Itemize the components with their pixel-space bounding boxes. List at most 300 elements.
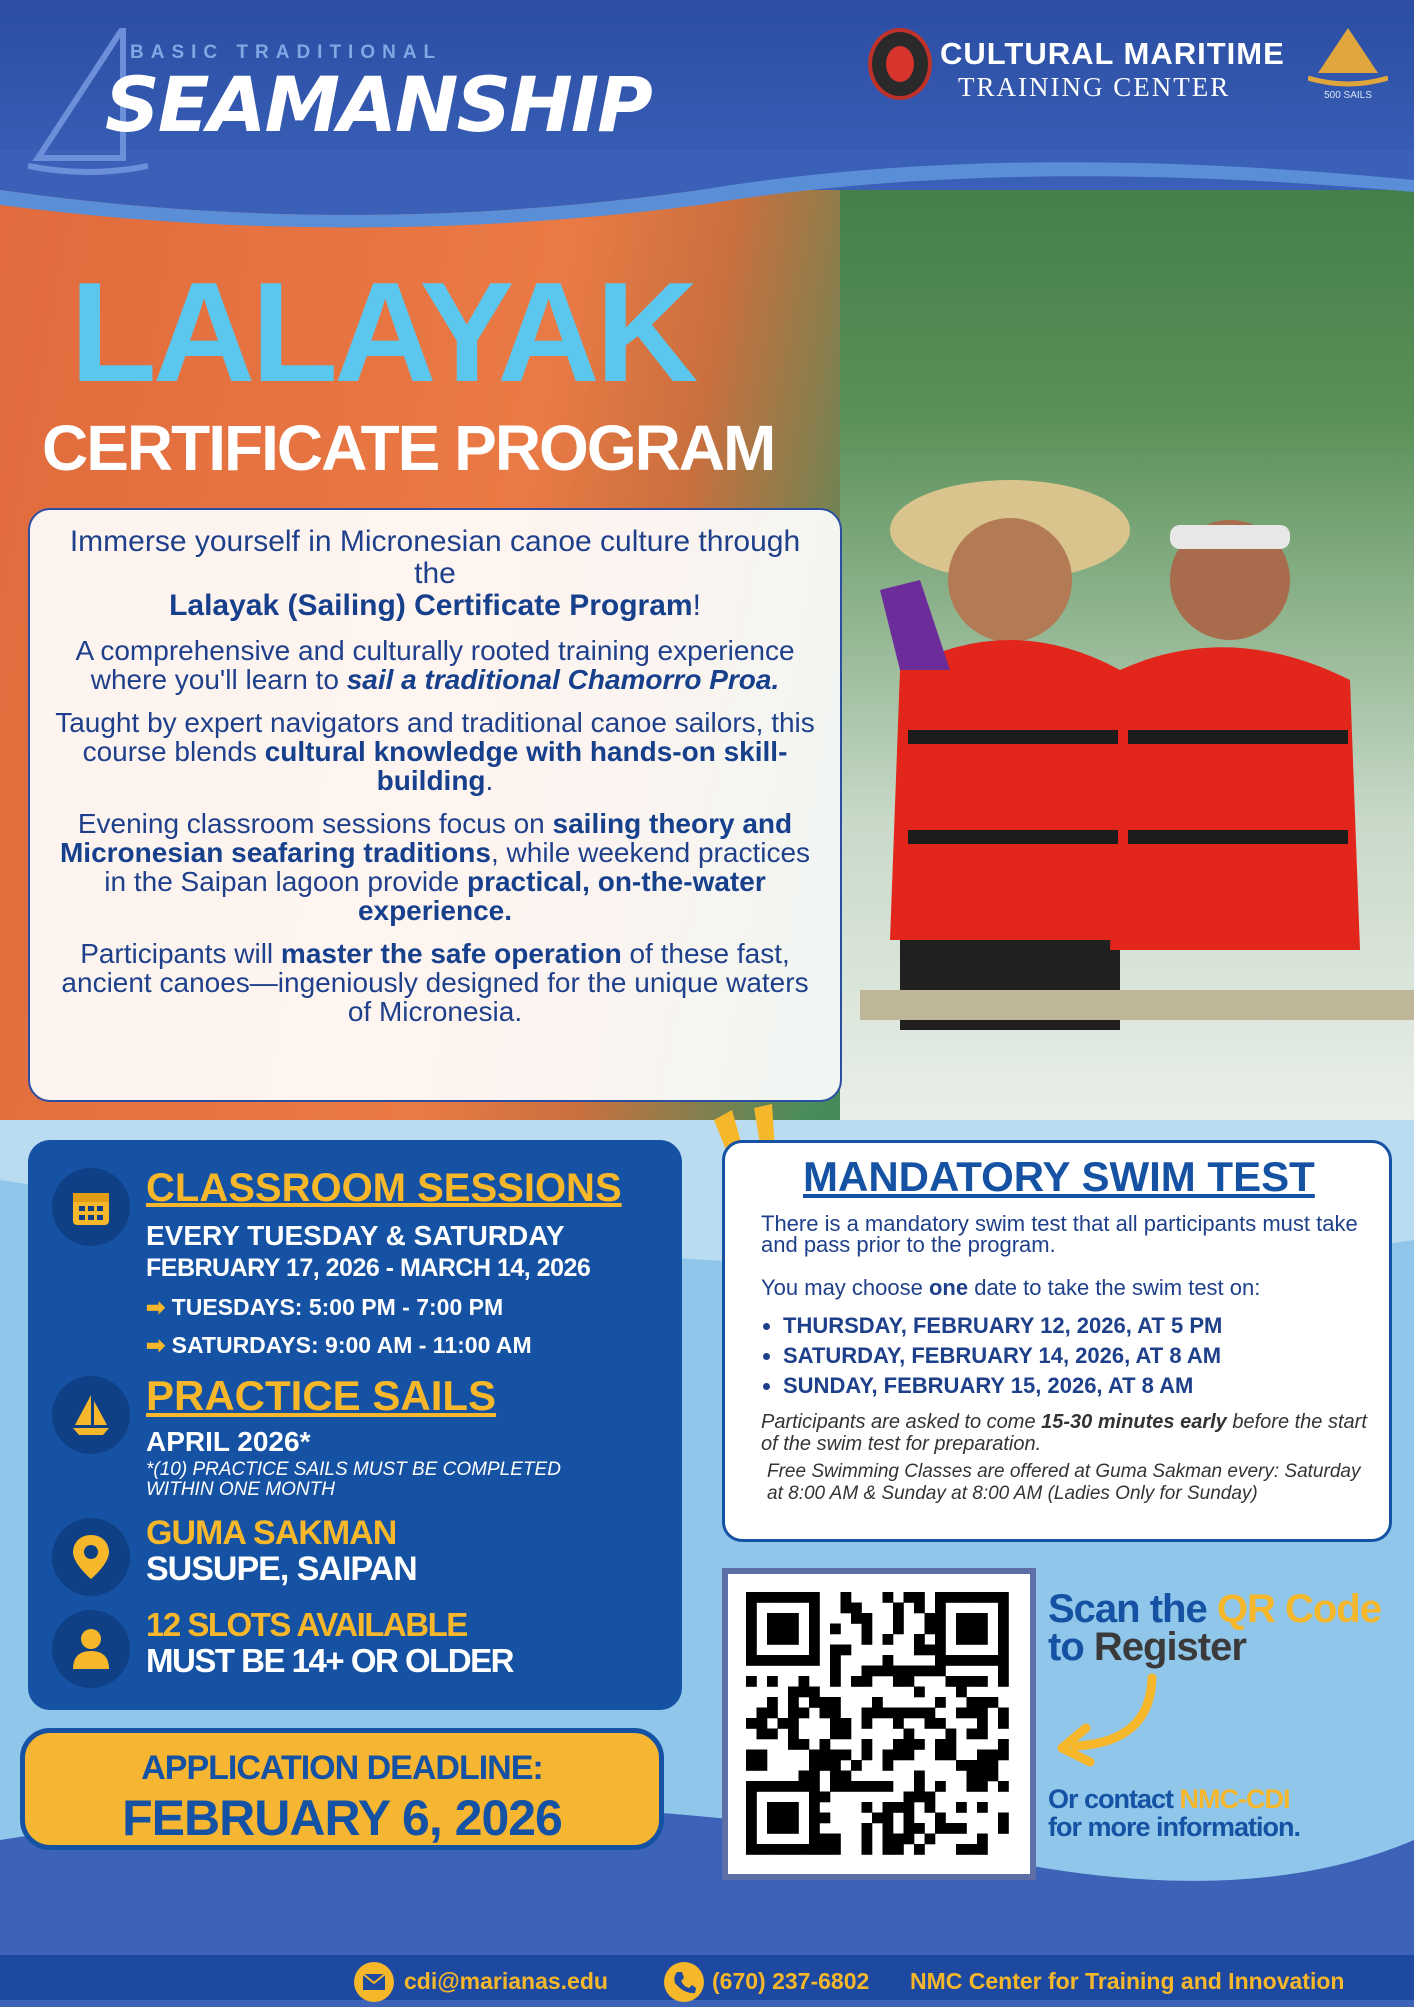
qr-module — [788, 1813, 799, 1824]
qr-module — [914, 1592, 925, 1603]
qr-module — [956, 1844, 967, 1855]
swim-intro: There is a mandatory swim test that all participants must take and pass prior to the program. — [761, 1211, 1358, 1257]
register-qr-code[interactable] — [722, 1568, 1036, 1880]
qr-module — [788, 1718, 799, 1729]
qr-module — [841, 1771, 852, 1782]
qr-module — [746, 1802, 757, 1813]
qr-module — [956, 1655, 967, 1666]
qr-module — [830, 1624, 841, 1635]
qr-module — [746, 1823, 757, 1834]
qr-module — [935, 1624, 946, 1635]
qr-module — [977, 1613, 988, 1624]
qr-module — [977, 1771, 988, 1782]
qr-module — [820, 1697, 831, 1708]
qr-module — [767, 1823, 778, 1834]
slots-count: 12 SLOTS AVAILABLE — [146, 1606, 467, 1643]
desc-p2: A comprehensive and culturally rooted training experience where you'll learn to — [75, 635, 795, 695]
qr-module — [977, 1592, 988, 1603]
footer-phone[interactable]: (670) 237-6802 — [712, 1968, 870, 1994]
qr-module — [830, 1645, 841, 1656]
qr-module — [977, 1844, 988, 1855]
qr-module — [862, 1781, 873, 1792]
qr-module — [956, 1592, 967, 1603]
qr-module — [914, 1781, 925, 1792]
qr-module — [809, 1645, 820, 1656]
qr-module — [998, 1813, 1009, 1824]
qr-module — [977, 1634, 988, 1645]
org-name-line2: TRAINING CENTER — [958, 72, 1231, 102]
qr-module — [809, 1613, 820, 1624]
qr-module — [767, 1844, 778, 1855]
qr-module — [967, 1697, 978, 1708]
qr-module — [746, 1676, 757, 1687]
qr-module — [851, 1781, 862, 1792]
qr-module — [830, 1666, 841, 1677]
swim-date: • SATURDAY, FEBRUARY 14, 2026, AT 8 AM — [783, 1341, 1222, 1371]
canoe-icon — [1308, 28, 1388, 100]
qr-module — [746, 1813, 757, 1824]
age-requirement: MUST BE 14+ OR OLDER — [146, 1642, 513, 1679]
qr-module — [788, 1802, 799, 1813]
qr-module — [820, 1813, 831, 1824]
qr-module — [851, 1613, 862, 1624]
qr-module — [967, 1708, 978, 1719]
classroom-days: EVERY TUESDAY & SATURDAY — [146, 1220, 565, 1251]
qr-module — [935, 1718, 946, 1729]
org-name-line1: CULTURAL MARITIME — [940, 36, 1285, 71]
qr-module — [746, 1655, 757, 1666]
qr-module — [830, 1718, 841, 1729]
qr-module — [914, 1687, 925, 1698]
qr-module — [893, 1624, 904, 1635]
qr-module — [799, 1739, 810, 1750]
qr-module — [788, 1634, 799, 1645]
qr-module — [746, 1844, 757, 1855]
qr-module — [925, 1792, 936, 1803]
qr-module — [757, 1750, 768, 1761]
qr-module — [830, 1655, 841, 1666]
qr-module — [851, 1676, 862, 1687]
qr-module — [904, 1834, 915, 1845]
qr-module — [809, 1781, 820, 1792]
qr-module — [998, 1624, 1009, 1635]
desc-safe-op: master the safe operation — [280, 938, 622, 969]
deadline-banner — [20, 1728, 664, 1850]
qr-module — [946, 1655, 957, 1666]
qr-module — [883, 1666, 894, 1677]
qr-module — [809, 1655, 820, 1666]
qr-module — [830, 1844, 841, 1855]
qr-module — [788, 1781, 799, 1792]
schedule-card — [28, 1140, 682, 1710]
swim-date: • SUNDAY, FEBRUARY 15, 2026, AT 8 AM — [783, 1371, 1222, 1401]
qr-module — [904, 1750, 915, 1761]
qr-module — [967, 1634, 978, 1645]
qr-module — [830, 1729, 841, 1740]
practice-note: *(10) PRACTICE SAILS MUST BE COMPLETED WITHIN ONE MONTH — [146, 1459, 561, 1500]
qr-module — [883, 1781, 894, 1792]
qr-module — [925, 1708, 936, 1719]
qr-module — [746, 1603, 757, 1614]
qr-module — [809, 1823, 820, 1834]
desc-intro: Immerse yourself in Micronesian canoe culture through the — [69, 525, 801, 590]
person-icon — [52, 1610, 130, 1688]
swim-dates-list — [783, 1311, 1222, 1401]
qr-module — [767, 1708, 778, 1719]
qr-module — [809, 1813, 820, 1824]
qr-module — [799, 1781, 810, 1792]
qr-module — [862, 1613, 873, 1624]
qr-module — [998, 1676, 1009, 1687]
svg-text:500 SAILS: 500 SAILS — [1324, 90, 1372, 100]
qr-module — [904, 1708, 915, 1719]
qr-module — [788, 1592, 799, 1603]
qr-module — [820, 1708, 831, 1719]
qr-module — [799, 1844, 810, 1855]
qr-module — [841, 1781, 852, 1792]
qr-module — [799, 1592, 810, 1603]
program-subtitle: CERTIFICATE PROGRAM — [42, 412, 775, 484]
scan-instruction: Scan the QR Code to Register — [1048, 1587, 1381, 1669]
qr-module — [956, 1624, 967, 1635]
qr-module — [757, 1708, 768, 1719]
qr-module — [830, 1750, 841, 1761]
qr-module — [893, 1603, 904, 1614]
qr-module — [799, 1676, 810, 1687]
location-pin-icon — [52, 1518, 130, 1596]
qr-module — [893, 1718, 904, 1729]
qr-module — [767, 1697, 778, 1708]
qr-module — [998, 1823, 1009, 1834]
qr-module — [883, 1844, 894, 1855]
practice-when: APRIL 2026* — [146, 1426, 311, 1457]
qr-module — [893, 1844, 904, 1855]
qr-module — [830, 1676, 841, 1687]
qr-module — [925, 1645, 936, 1656]
qr-module — [778, 1823, 789, 1834]
qr-module — [946, 1750, 957, 1761]
qr-module — [988, 1697, 999, 1708]
arrow-right-icon: ➡ — [146, 1294, 172, 1320]
qr-module — [872, 1708, 883, 1719]
arrow-right-icon: ➡ — [146, 1332, 172, 1358]
qr-module — [883, 1750, 894, 1761]
qr-module — [767, 1781, 778, 1792]
qr-module — [767, 1676, 778, 1687]
desc-proa: sail a traditional Chamorro Proa. — [346, 664, 780, 695]
qr-module — [935, 1781, 946, 1792]
qr-module — [841, 1592, 852, 1603]
qr-module — [977, 1750, 988, 1761]
desc-p4: Evening classroom sessions focus on — [77, 808, 553, 839]
qr-module — [788, 1708, 799, 1719]
qr-module — [893, 1676, 904, 1687]
qr-module — [956, 1760, 967, 1771]
qr-module — [746, 1624, 757, 1635]
qr-module — [830, 1760, 841, 1771]
qr-module — [883, 1634, 894, 1645]
qr-module — [862, 1844, 873, 1855]
qr-module — [914, 1739, 925, 1750]
qr-module — [946, 1592, 957, 1603]
qr-module — [946, 1823, 957, 1834]
qr-module — [799, 1687, 810, 1698]
qr-module — [977, 1781, 988, 1792]
qr-module — [862, 1750, 873, 1761]
qr-module — [977, 1718, 988, 1729]
qr-module — [778, 1813, 789, 1824]
qr-module — [967, 1592, 978, 1603]
curved-arrow-icon — [1052, 1672, 1172, 1772]
desc-practical: practical, on-the-water experience. — [357, 866, 766, 926]
sailboat-icon — [52, 1376, 130, 1454]
qr-module — [767, 1802, 778, 1813]
qr-module — [841, 1750, 852, 1761]
qr-module — [883, 1802, 894, 1813]
qr-module — [778, 1802, 789, 1813]
logo-title: SEAMANSHIP — [105, 60, 651, 149]
qr-module — [998, 1718, 1009, 1729]
qr-module — [862, 1739, 873, 1750]
qr-module — [998, 1708, 1009, 1719]
qr-module — [862, 1718, 873, 1729]
qr-module — [914, 1792, 925, 1803]
qr-module — [998, 1603, 1009, 1614]
qr-module — [935, 1603, 946, 1614]
swim-choose: You may choose one date to take the swim test on: — [761, 1275, 1261, 1300]
qr-module — [988, 1750, 999, 1761]
qr-module — [851, 1760, 862, 1771]
calendar-icon — [52, 1168, 130, 1246]
qr-module — [809, 1771, 820, 1782]
qr-module — [767, 1613, 778, 1624]
qr-module — [883, 1823, 894, 1834]
qr-module — [799, 1708, 810, 1719]
footer-email[interactable]: cdi@marianas.edu — [404, 1968, 608, 1994]
swim-heading: MANDATORY SWIM TEST — [803, 1153, 1315, 1200]
qr-module — [956, 1613, 967, 1624]
qr-module — [757, 1718, 768, 1729]
qr-module — [778, 1781, 789, 1792]
qr-module — [893, 1613, 904, 1624]
qr-module — [872, 1666, 883, 1677]
qr-module — [883, 1708, 894, 1719]
qr-module — [935, 1645, 946, 1656]
qr-module — [914, 1603, 925, 1614]
qr-module — [746, 1750, 757, 1761]
qr-module — [904, 1739, 915, 1750]
classroom-dates: FEBRUARY 17, 2026 - MARCH 14, 2026 — [146, 1254, 591, 1282]
qr-module — [799, 1655, 810, 1666]
qr-module — [977, 1708, 988, 1719]
description-panel: Immerse yourself in Micronesian canoe culture through the Lalayak (Sailing) Certificate Program! A comprehensive and culturally rooted training experience where you'll learn to sail a traditional Chamorro Proa. Taught by expert navigators and traditional canoe sailors, this course blends cultural knowledge with hands-on skill-building. Evening classroom sessions focus on sailing theory and Micronesian seafaring traditions, while weekend practices in the Saipan lagoon provide practical, on-the-water experience. Participants will master the safe operation of these fast, ancient canoes—ingeniously designed for the unique waters of Micronesia. — [28, 508, 842, 1102]
qr-module — [925, 1802, 936, 1813]
qr-module — [872, 1697, 883, 1708]
qr-module — [946, 1676, 957, 1687]
qr-module — [778, 1718, 789, 1729]
qr-module — [977, 1729, 988, 1740]
qr-module — [788, 1687, 799, 1698]
qr-module — [893, 1666, 904, 1677]
qr-module — [998, 1781, 1009, 1792]
qr-module — [893, 1802, 904, 1813]
qr-module — [767, 1729, 778, 1740]
qr-module — [946, 1729, 957, 1740]
desc-program-name: Lalayak (Sailing) Certificate Program — [169, 589, 693, 622]
qr-module — [778, 1624, 789, 1635]
email-icon — [354, 1962, 394, 2002]
qr-module — [788, 1655, 799, 1666]
qr-module — [956, 1708, 967, 1719]
qr-module — [893, 1750, 904, 1761]
qr-module — [914, 1634, 925, 1645]
qr-module — [820, 1750, 831, 1761]
qr-module — [830, 1708, 841, 1719]
saturday-time: ➡ SATURDAYS: 9:00 AM - 11:00 AM — [146, 1332, 532, 1358]
qr-module — [883, 1655, 894, 1666]
qr-module — [925, 1834, 936, 1845]
qr-code-image[interactable] — [728, 1574, 1030, 1874]
qr-module — [767, 1655, 778, 1666]
qr-module — [830, 1771, 841, 1782]
qr-module — [904, 1813, 915, 1824]
qr-module — [935, 1655, 946, 1666]
qr-module — [935, 1739, 946, 1750]
swim-arrival-note: Participants are asked to come 15-30 minutes early before the start of the swim test for preparation. — [761, 1411, 1367, 1455]
qr-module — [935, 1666, 946, 1677]
qr-module — [862, 1802, 873, 1813]
swim-date: • THURSDAY, FEBRUARY 12, 2026, AT 5 PM — [783, 1311, 1222, 1341]
qr-module — [914, 1645, 925, 1656]
free-swim-note: Free Swimming Classes are offered at Guma Sakman every: Saturday at 8:00 AM & Sunday at 8:00 AM (Ladies Only for Sunday) — [767, 1461, 1361, 1504]
qr-module — [935, 1823, 946, 1834]
qr-module — [788, 1729, 799, 1740]
qr-module — [809, 1750, 820, 1761]
qr-module — [757, 1760, 768, 1771]
qr-module — [967, 1613, 978, 1624]
qr-module — [914, 1771, 925, 1782]
location-place: SUSUPE, SAIPAN — [146, 1550, 417, 1588]
qr-module — [767, 1813, 778, 1824]
logo-subtitle: BASIC TRADITIONAL — [130, 42, 443, 63]
qr-module — [767, 1592, 778, 1603]
qr-module — [977, 1760, 988, 1771]
qr-module — [967, 1676, 978, 1687]
qr-module — [977, 1802, 988, 1813]
qr-module — [820, 1844, 831, 1855]
qr-module — [862, 1634, 873, 1645]
qr-module — [914, 1666, 925, 1677]
qr-module — [746, 1592, 757, 1603]
footer-org: NMC Center for Training and Innovation — [910, 1968, 1345, 1994]
qr-module — [767, 1634, 778, 1645]
phone-icon — [664, 1962, 704, 2002]
qr-module — [757, 1592, 768, 1603]
qr-module — [778, 1613, 789, 1624]
qr-module — [977, 1655, 988, 1666]
qr-module — [809, 1624, 820, 1635]
qr-module — [946, 1739, 957, 1750]
qr-module — [883, 1760, 894, 1771]
qr-module — [935, 1592, 946, 1603]
deadline-date: FEBRUARY 6, 2026 — [122, 1790, 562, 1846]
qr-module — [998, 1739, 1009, 1750]
qr-module — [809, 1834, 820, 1845]
qr-module — [830, 1834, 841, 1845]
qr-module — [904, 1666, 915, 1677]
qr-module — [872, 1813, 883, 1824]
seal-icon — [868, 28, 932, 100]
qr-module — [904, 1729, 915, 1740]
qr-module — [935, 1634, 946, 1645]
qr-module — [746, 1718, 757, 1729]
qr-module — [925, 1613, 936, 1624]
qr-module — [967, 1655, 978, 1666]
qr-module — [820, 1792, 831, 1803]
qr-module — [977, 1676, 988, 1687]
qr-module — [935, 1813, 946, 1824]
qr-module — [757, 1655, 768, 1666]
qr-module — [935, 1697, 946, 1708]
desc-theory: sailing theory and Micronesian seafaring traditions — [59, 808, 793, 868]
participants-photo — [860, 470, 1414, 1070]
desc-p5: Participants will — [80, 938, 281, 969]
qr-module — [746, 1781, 757, 1792]
qr-module — [967, 1844, 978, 1855]
swim-test-panel — [722, 1140, 1392, 1542]
qr-module — [904, 1592, 915, 1603]
qr-module — [809, 1603, 820, 1614]
qr-module — [862, 1676, 873, 1687]
qr-module — [883, 1813, 894, 1824]
qr-module — [809, 1634, 820, 1645]
qr-module — [998, 1655, 1009, 1666]
register-info — [1048, 1587, 1408, 1842]
location-name: GUMA SAKMAN — [146, 1514, 397, 1552]
qr-module — [809, 1760, 820, 1771]
qr-module — [988, 1592, 999, 1603]
qr-module — [998, 1666, 1009, 1677]
qr-module — [956, 1823, 967, 1834]
qr-module — [788, 1697, 799, 1708]
deadline-label: APPLICATION DEADLINE: — [141, 1749, 543, 1787]
qr-module — [757, 1781, 768, 1792]
qr-module — [883, 1834, 894, 1845]
qr-module — [809, 1792, 820, 1803]
qr-module — [841, 1603, 852, 1614]
qr-module — [872, 1781, 883, 1792]
qr-module — [820, 1739, 831, 1750]
qr-module — [967, 1624, 978, 1635]
program-title: LALAYAK — [70, 253, 695, 412]
qr-module — [809, 1802, 820, 1813]
cmtc-logo — [868, 28, 1398, 108]
qr-module — [830, 1697, 841, 1708]
qr-module — [967, 1729, 978, 1740]
qr-module — [977, 1697, 988, 1708]
qr-module — [883, 1592, 894, 1603]
qr-module — [925, 1718, 936, 1729]
qr-module — [746, 1645, 757, 1656]
qr-module — [998, 1634, 1009, 1645]
qr-module — [925, 1666, 936, 1677]
qr-module — [956, 1634, 967, 1645]
qr-module — [998, 1750, 1009, 1761]
desc-cultural: cultural knowledge with hands-on skill-building — [264, 736, 788, 796]
qr-module — [988, 1771, 999, 1782]
seamanship-logo — [100, 42, 651, 162]
qr-module — [788, 1844, 799, 1855]
